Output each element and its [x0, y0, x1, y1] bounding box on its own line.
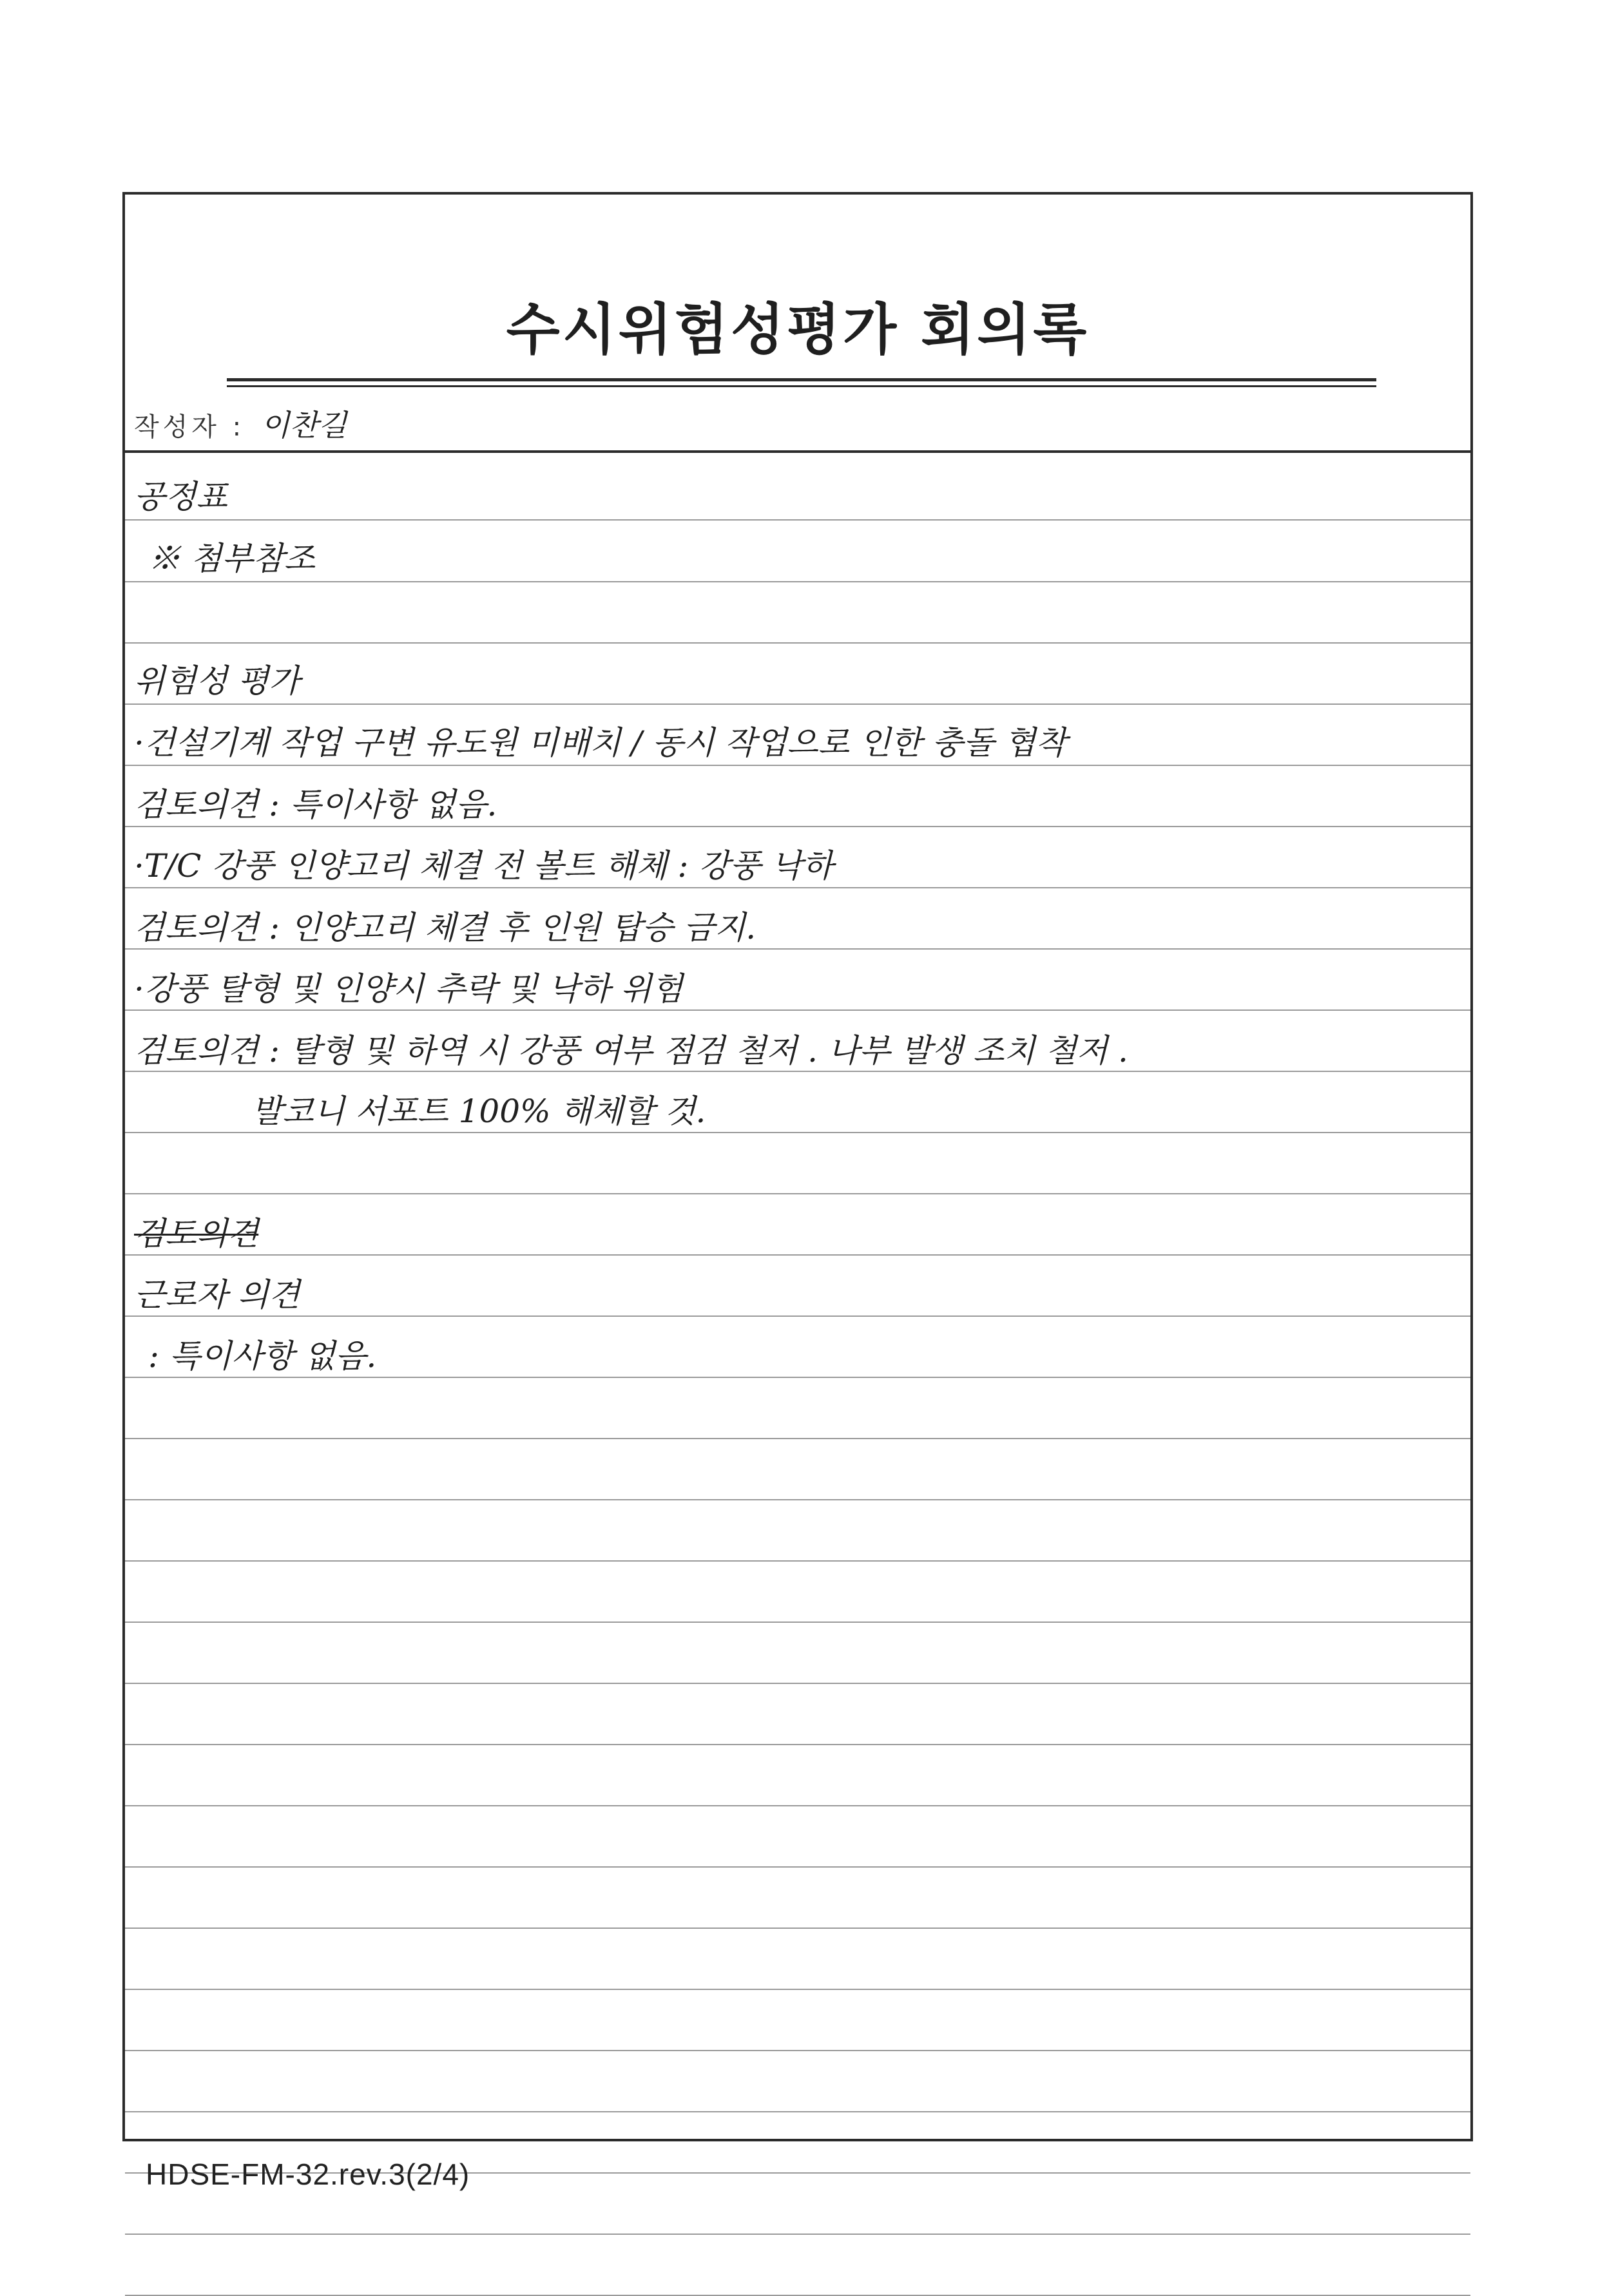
- handwritten-line-struck: 검토의견: [134, 1215, 259, 1252]
- ruled-line: [125, 1132, 1470, 1133]
- handwritten-line: ·강풍 탈형 및 인양시 추락 및 낙하 위험: [134, 970, 683, 1008]
- writer-label: 작성자 :: [134, 412, 245, 442]
- ruled-line: [125, 948, 1470, 950]
- ruled-line: [125, 1499, 1470, 1500]
- ruled-line: [125, 1928, 1470, 1929]
- ruled-line: [125, 1009, 1470, 1011]
- ruled-line: [125, 826, 1470, 827]
- ruled-line: [125, 1315, 1470, 1317]
- handwritten-line: 공정표: [134, 478, 227, 515]
- handwritten-line: : 특이사항 없음.: [148, 1337, 377, 1375]
- handwritten-line: ※ 첨부참조: [148, 540, 316, 577]
- writer-row: [134, 406, 347, 445]
- ruled-line: [125, 703, 1470, 705]
- ruled-line: [125, 1377, 1470, 1378]
- ruled-line: [125, 642, 1470, 644]
- ruled-line: [125, 2111, 1470, 2112]
- ruled-line: [125, 1254, 1470, 1256]
- ruled-line: [125, 1805, 1470, 1806]
- handwritten-line: 근로자 의견: [134, 1276, 300, 1314]
- handwritten-line: 위험성 평가: [134, 662, 300, 700]
- handwritten-line: 검토의견 : 인양고리 체결 후 인원 탑승 금지.: [134, 909, 756, 946]
- ruled-notes-area: [125, 453, 1470, 2139]
- ruled-line: [125, 519, 1470, 521]
- handwritten-line: 검토의견 : 특이사항 없음.: [134, 786, 497, 823]
- ruled-line: [125, 765, 1470, 766]
- ruled-line: [125, 887, 1470, 888]
- handwritten-line: 검토의견 : 탈형 및 하역 시 강풍 여부 점검 철저 . 나부 발생 조치 철저 .: [134, 1032, 1128, 1069]
- writer-name: 이찬길: [260, 408, 347, 443]
- ruled-line: [125, 1193, 1470, 1194]
- ruled-line: [125, 2050, 1470, 2051]
- handwritten-line: ·T/C 강풍 인양고리 체결 전 볼트 해체 : 강풍 낙하: [134, 847, 834, 885]
- meeting-minutes-form: [122, 192, 1473, 2141]
- title-underline: [227, 378, 1376, 381]
- form-title: 수시위험성평가 회의록: [506, 298, 1090, 362]
- ruled-line: [125, 1866, 1470, 1868]
- title-underline-thin: [227, 385, 1376, 387]
- ruled-line: [125, 1560, 1470, 1562]
- ruled-line: [125, 1989, 1470, 1990]
- handwritten-line: ·건설기계 작업 구변 유도원 미배치 / 동시 작업으로 인한 충돌 협착: [134, 724, 1067, 761]
- ruled-line: [125, 1622, 1470, 1623]
- document-code: HDSE-FM-32.rev.3(2/4): [146, 2157, 470, 2191]
- ruled-line: [125, 2234, 1470, 2235]
- ruled-line: [125, 1683, 1470, 1684]
- ruled-line: [125, 1438, 1470, 1439]
- ruled-line: [125, 1744, 1470, 1745]
- handwritten-line: 발코니 서포트 100% 해체할 것.: [251, 1093, 706, 1130]
- ruled-line: [125, 581, 1470, 582]
- ruled-line: [125, 1071, 1470, 1072]
